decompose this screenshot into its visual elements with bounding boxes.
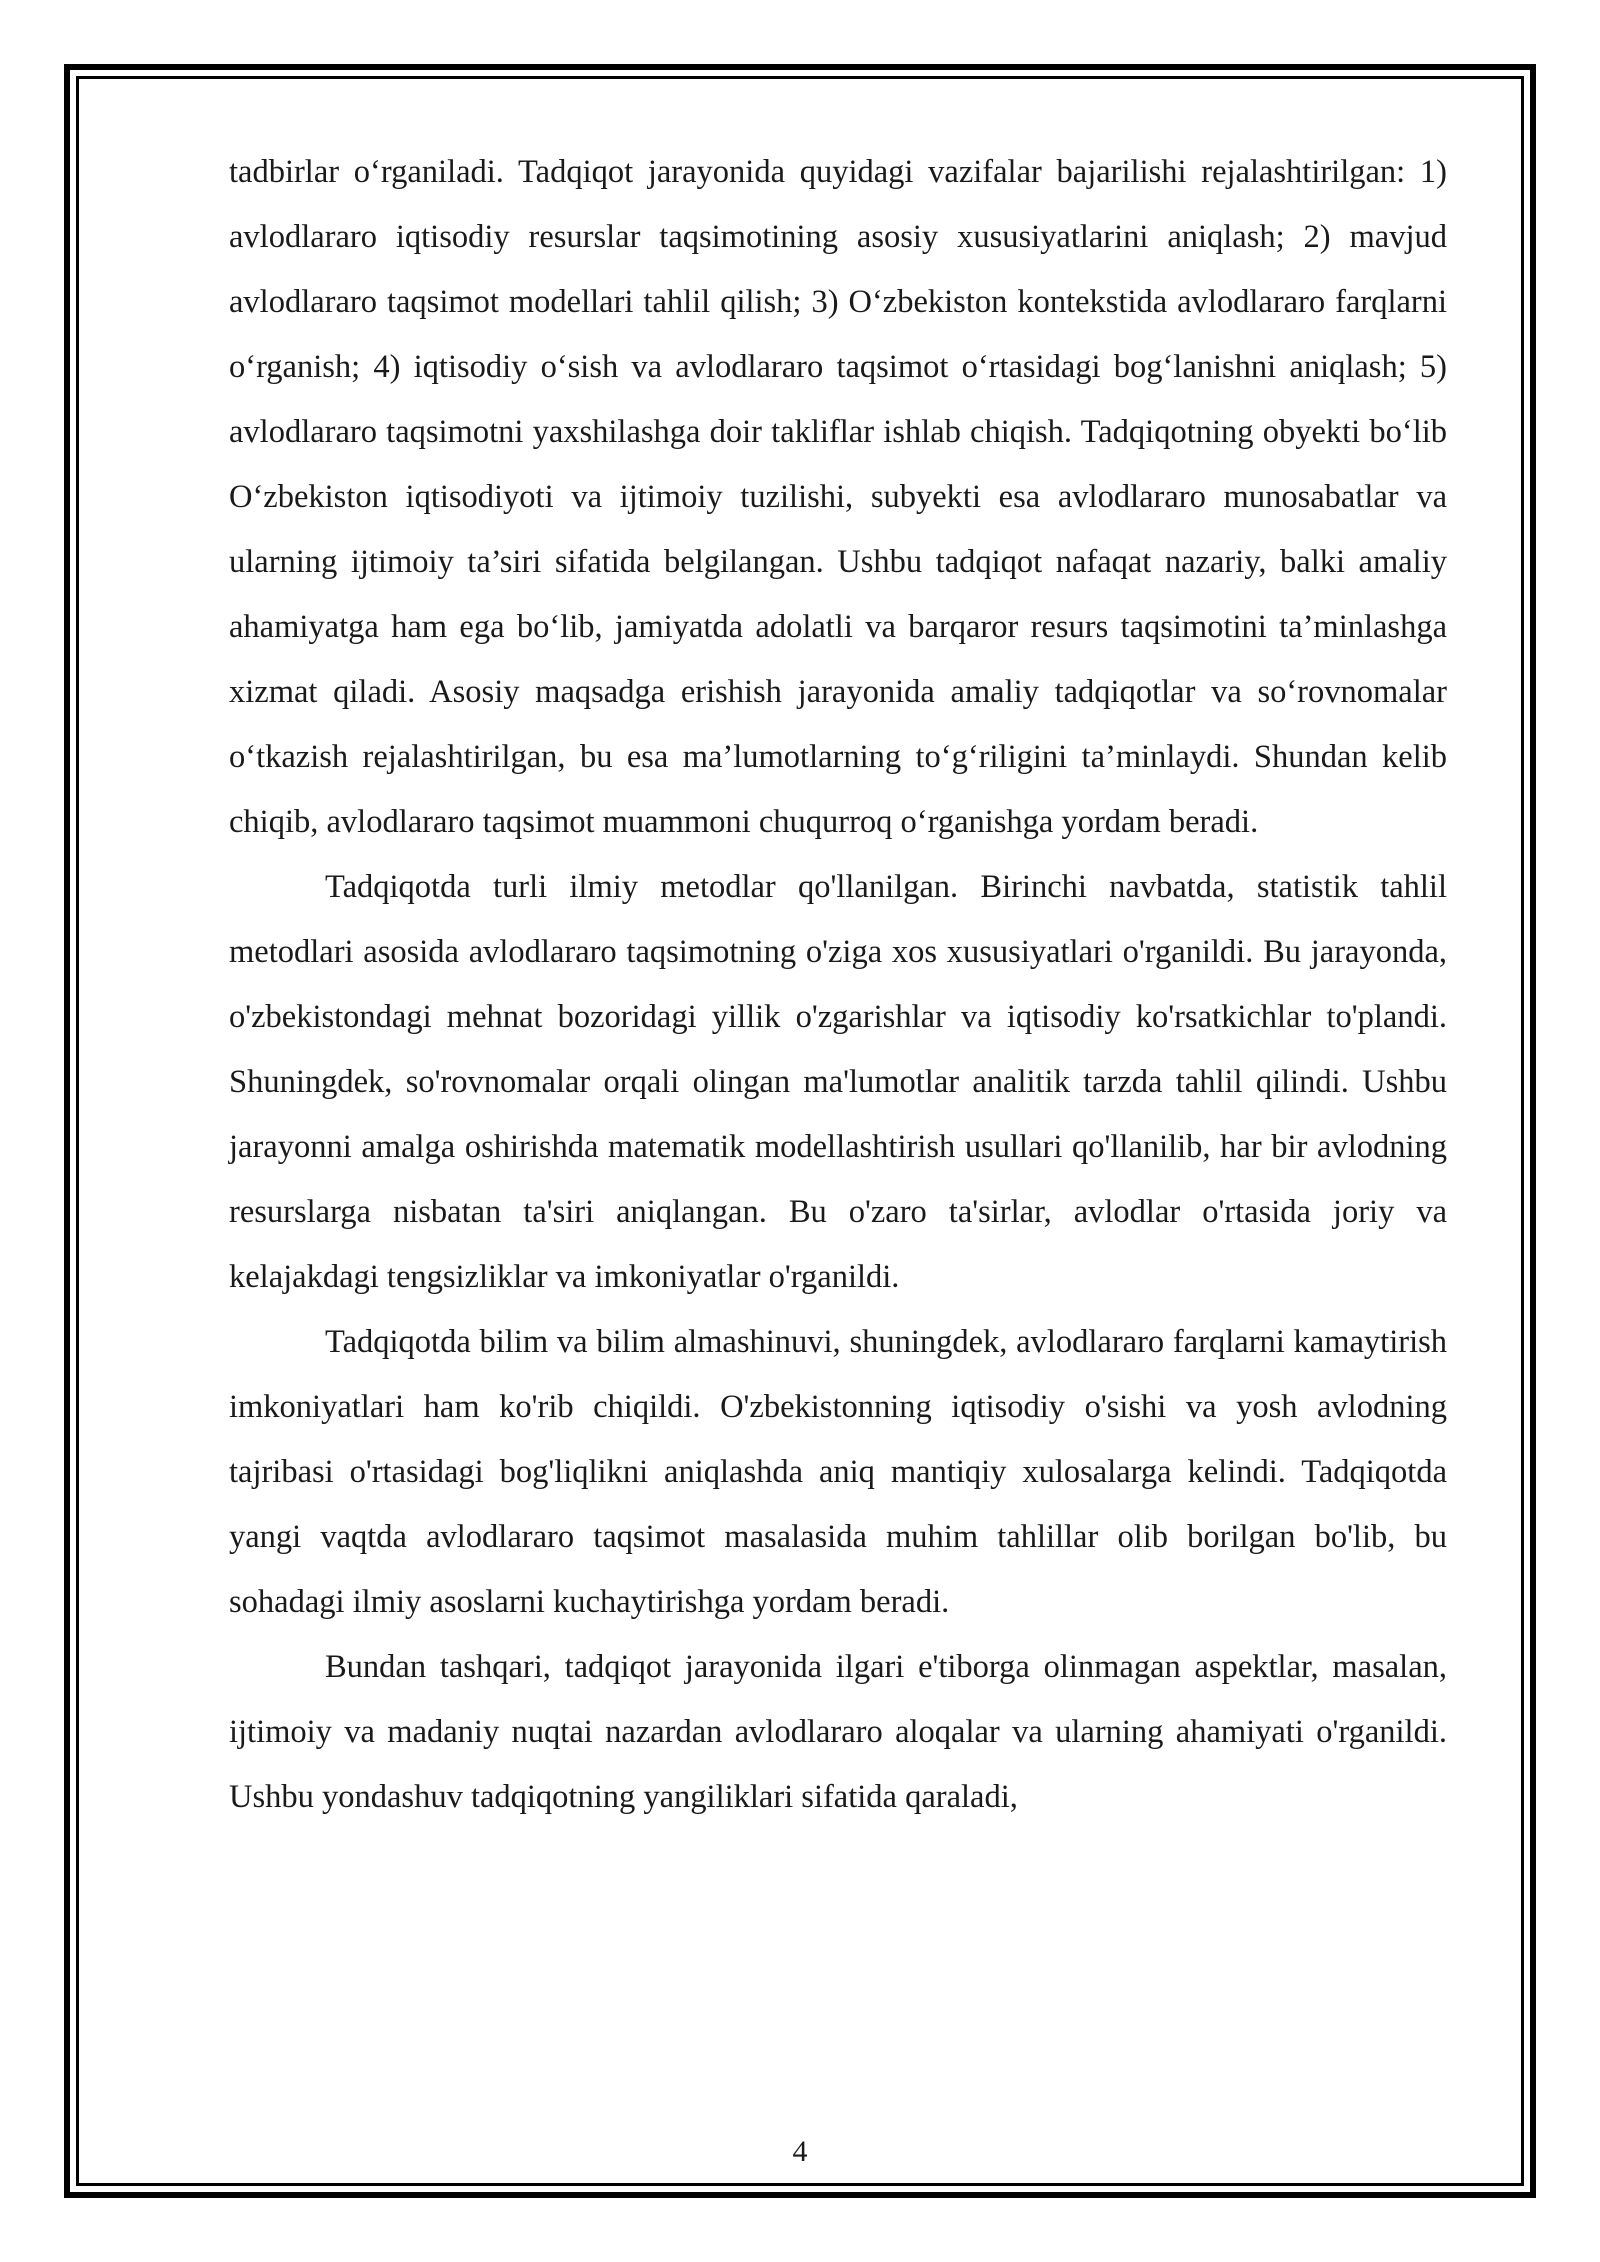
paragraph-continuation: tadbirlar o‘rganiladi. Tadqiqot jarayonida quyidagi vazifalar bajarilishi rejalashtirilgan: 1) avlodlararo iqtisodiy resurslar taqsimotining asosiy xususiyatlarini aniqlash; 2) mavjud avlodlararo taqsimot modellari tahlil qilish; 3) O‘zbekiston kontekstida avlodlararo farqlarni o‘rganish; 4) iqtisodiy o‘sish va avlodlararo taqsimot o‘rtasidagi bog‘lanishni aniqlash; 5) avlodlararo taqsimotni yaxshilashga doir takliflar ishlab chiqish. Tadqiqotning obyekti bo‘lib O‘zbekiston iqtisodiyoti va ijtimoiy tuzilishi, subyekti esa avlodlararo munosabatlar va ularning ijtimoiy ta’siri sifatida belgilangan. Ushbu tadqiqot nafaqat nazariy, balki amaliy ahamiyatga ham ega bo‘lib, jamiyatda adolatli va barqaror resurs taqsimotini ta’minlashga xizmat qiladi. Asosiy maqsadga erishish jarayonida amaliy tadqiqotlar va so‘rovnomalar o‘tkazish rejalashtirilgan, bu esa ma’lumotlarning to‘g‘riligini ta’minlaydi. Shundan kelib chiqib, avlodlararo taqsimot muammoni chuqurroq o‘rganishga yordam beradi.	[229, 154, 1447, 840]
document-body	[229, 140, 1447, 1830]
paragraph-methods: Tadqiqotda turli ilmiy metodlar qo'llanilgan. Birinchi navbatda, statistik tahlil metodlari asosida avlodlararo taqsimotning o'ziga xos xususiyatlari o'rganildi. Bu jarayonda, o'zbekistondagi mehnat bozoridagi yillik o'zgarishlar va iqtisodiy ko'rsatkichlar to'plandi. Shuningdek, so'rovnomalar orqali olingan ma'lumotlar analitik tarzda tahlil qilindi. Ushbu jarayonni amalga oshirishda matematik modellashtirish usullari qo'llanilib, har bir avlodning resurslarga nisbatan ta'siri aniqlangan. Bu o'zaro ta'sirlar, avlodlar o'rtasida joriy va kelajakdagi tengsizliklar va imkoniyatlar o'rganildi.	[229, 869, 1447, 1295]
paragraph-additional-aspects: Bundan tashqari, tadqiqot jarayonida ilgari e'tiborga olinmagan aspektlar, masalan, ijtimoiy va madaniy nuqtai nazardan avlodlararo aloqalar va ularning ahamiyati o'rganildi. Ushbu yondashuv tadqiqotning yangiliklari sifatida qaraladi,	[229, 1649, 1447, 1815]
paragraph-knowledge-exchange: Tadqiqotda bilim va bilim almashinuvi, shuningdek, avlodlararo farqlarni kamaytirish imkoniyatlari ham ko'rib chiqildi. O'zbekistonning iqtisodiy o'sishi va yosh avlodning tajribasi o'rtasidagi bog'liqlikni aniqlashda aniq mantiqiy xulosalarga kelindi. Tadqiqotda yangi vaqtda avlodlararo taqsimot masalasida muhim tahlillar olib borilgan bo'lib, bu sohadagi ilmiy asoslarni kuchaytirishga yordam beradi.	[229, 1324, 1447, 1620]
page-number: 4	[792, 2135, 808, 2168]
